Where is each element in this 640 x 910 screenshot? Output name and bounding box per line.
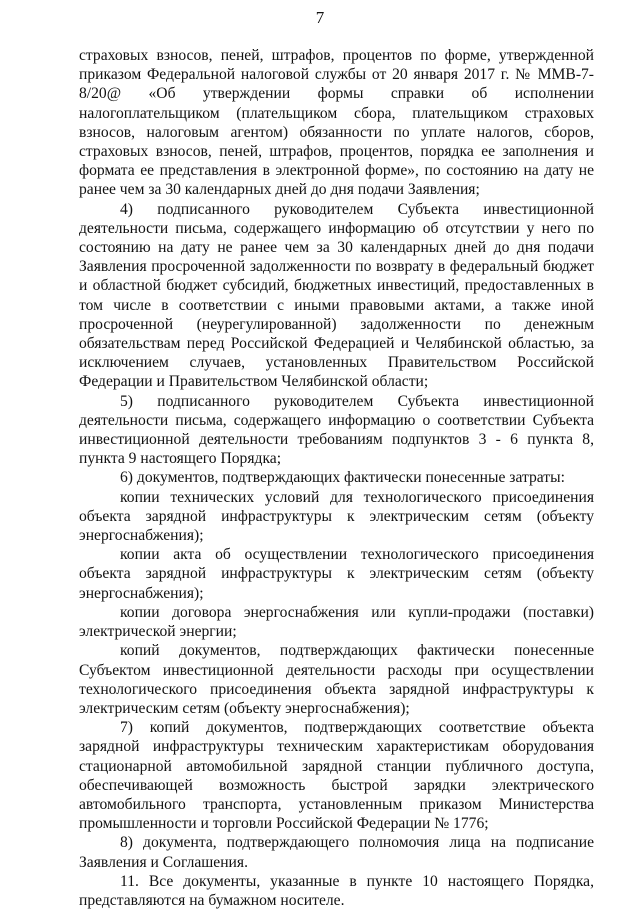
paragraph-item-6-technical-conditions: копии технических условий для технологического присоединения объекта зарядной инфраструктуры к электрическим сетям (объекту энергоснабжения); [79,488,594,545]
paragraph-item-5: 5) подписанного руководителем Субъекта инвестиционной деятельности письма, содержащего информацию о соответствии Субъекта инвестиционной деятельности требованиям подпунктов 3 - 6 пункта 8, пункта 9 настоящего Порядка; [79,392,594,468]
paragraph-item-6: 6) документов, подтверждающих фактически понесенные затраты: [120,469,565,487]
paragraph-item-6-supply-contract: копии договора энергоснабжения или купли-продажи (поставки) электрической энергии; [79,603,594,641]
paragraph-item-8: 8) документа, подтверждающего полномочия лица на подписание Заявления и Соглашения. [79,834,594,871]
paragraph-clause-11: 11. Все документы, указанные в пункте 10 настоящего Порядка, представляются на бумажном носителе. [79,872,594,909]
paragraph-item-7: 7) копий документов, подтверждающих соответствие объекта зарядной инфраструктуры техническим характеристикам оборудования стационарной автомобильной зарядной станции публичного доступа, обеспечивающей возможность быстрой зарядки электрического автомобильного транспорта, установленным приказом Министерства промышленности и торговли Российской Федерации № 1776; [79,719,594,833]
paragraph-item-6-expense-documents: копий документов, подтверждающих фактически понесенные Субъектом инвестиционной деятельности расходы при осуществлении технологического присоединения объекта зарядной инфраструктуры к электрическим сетям (объекту энергоснабжения); [79,642,594,717]
paragraph-item-4: 4) подписанного руководителем Субъекта инвестиционной деятельности письма, содержащего информацию об отсутствии у него по состоянию на дату не ранее чем за 30 календарных дней до дня подачи Заявления просроченной задолженности по возврату в федеральный бюджет и областной бюджет субсидий, бюджетных инвестиций, предоставленных в том числе в соответствии с иными правовыми актами, а также иной просроченной (неурегулированной) задолженности по денежным обязательствам перед Российской Федерацией и Челябинской областью, за исключением случаев, установленных Правительством Российской Федерации и Правительством Челябинской области; [79,200,594,391]
document-body [79,46,594,910]
paragraph-item-6-connection-act: копии акта об осуществлении технологического присоединения объекта зарядной инфраструктуры к электрическим сетям (объекту энергоснабжения); [79,546,594,602]
paragraph-continuation: страховых взносов, пеней, штрафов, процентов по форме, утвержденной приказом Федеральной налоговой службы от 20 января 2017 г. № ММВ-7-8/20@ «Об утверждении формы справки об исполнении налогоплательщиком (плательщиком сбора, плательщиком страховых взносов, налоговым агентом) обязанности по уплате налогов, сборов, страховых взносов, пеней, штрафов, процентов, порядка ее заполнения и формата ее представления в электронной форме», по состоянию на дату не ранее чем за 30 календарных дней до дня подачи Заявления; [79,47,594,199]
page-number: 7 [315,8,325,27]
